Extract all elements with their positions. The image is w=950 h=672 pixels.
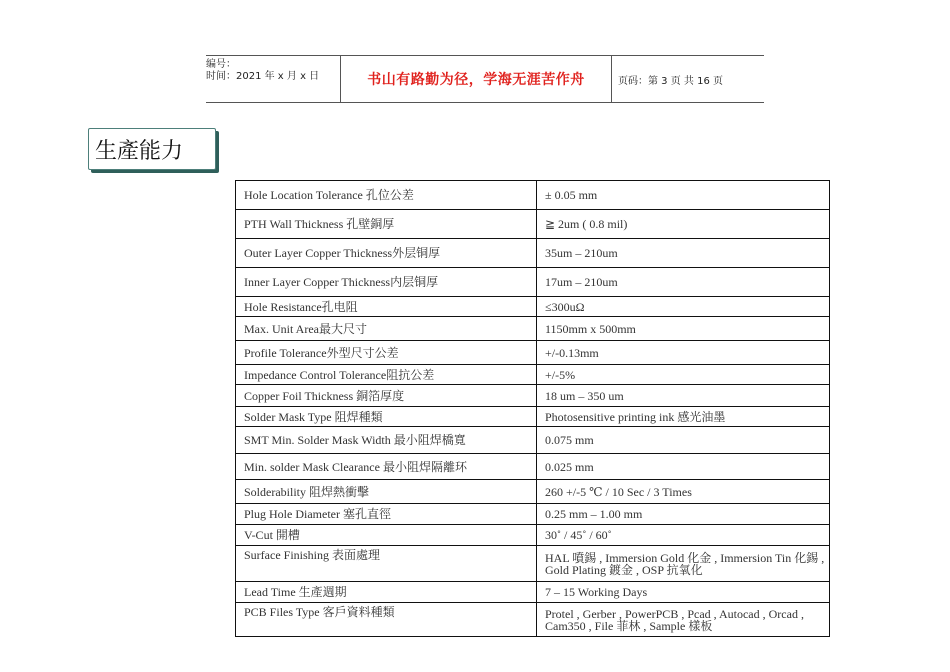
- spec-value: 1150mm x 500mm: [537, 317, 830, 341]
- spec-label: PTH Wall Thickness 孔壁銅厚: [236, 210, 537, 239]
- spec-value: Photosensitive printing ink 感光油墨: [537, 407, 830, 427]
- table-row: [236, 407, 830, 427]
- spec-label: Impedance Control Tolerance阻抗公差: [236, 365, 537, 385]
- spec-label: PCB Files Type 客戶資料種類: [236, 603, 537, 637]
- table-row: [236, 268, 830, 297]
- spec-label: Outer Layer Copper Thickness外层铜厚: [236, 239, 537, 268]
- table-row: [236, 365, 830, 385]
- section-title: 生產能力: [88, 128, 216, 170]
- spec-label: V-Cut 開槽: [236, 525, 537, 546]
- spec-value: 17um – 210um: [537, 268, 830, 297]
- spec-value: ± 0.05 mm: [537, 181, 830, 210]
- code-label: 编号：: [206, 59, 236, 70]
- table-row: [236, 297, 830, 317]
- table-row: [236, 181, 830, 210]
- spec-value: ≤300uΩ: [537, 297, 830, 317]
- table-row: [236, 525, 830, 546]
- spec-value: 18 um – 350 um: [537, 385, 830, 407]
- spec-label: Copper Foil Thickness 銅箔厚度: [236, 385, 537, 407]
- spec-label: Profile Tolerance外型尺寸公差: [236, 341, 537, 365]
- table-row: [236, 385, 830, 407]
- spec-value: 35um – 210um: [537, 239, 830, 268]
- spec-value: 0.075 mm: [537, 427, 830, 454]
- spec-value: 260 +/-5 ℃ / 10 Sec / 3 Times: [537, 480, 830, 504]
- table-row: [236, 504, 830, 525]
- spec-value: 7 – 15 Working Days: [537, 582, 830, 603]
- spec-table: [235, 180, 830, 637]
- spec-value: 0.25 mm – 1.00 mm: [537, 504, 830, 525]
- spec-label: Lead Time 生產週期: [236, 582, 537, 603]
- spec-label: Hole Location Tolerance 孔位公差: [236, 181, 537, 210]
- table-row: [236, 603, 830, 637]
- spec-label: Hole Resistance孔电阻: [236, 297, 537, 317]
- spec-value: Protel , Gerber , PowerPCB , Pcad , Autocad , Orcad , Cam350 , File 菲林 , Sample 樣板: [537, 603, 830, 637]
- page-header: [206, 55, 764, 103]
- spec-label: Solder Mask Type 阻焊種類: [236, 407, 537, 427]
- table-row: [236, 546, 830, 582]
- page-number: 页码：第 3 页 共 16 页: [618, 75, 723, 87]
- spec-value: 30˚ / 45˚ / 60˚: [537, 525, 830, 546]
- spec-label: Min. solder Mask Clearance 最小阻焊隔離环: [236, 454, 537, 480]
- spec-label: Inner Layer Copper Thickness内层铜厚: [236, 268, 537, 297]
- table-row: [236, 582, 830, 603]
- table-row: [236, 454, 830, 480]
- header-motto: 书山有路勤为径，学海无涯苦作舟: [340, 56, 612, 102]
- spec-label: Surface Finishing 表面處理: [236, 546, 537, 582]
- spec-value: +/-5%: [537, 365, 830, 385]
- time-label: 时间：2021 年 x 月 x 日: [206, 71, 320, 82]
- spec-value: ≧ 2um ( 0.8 mil): [537, 210, 830, 239]
- spec-label: SMT Min. Solder Mask Width 最小阻焊橋寬: [236, 427, 537, 454]
- header-meta: [206, 56, 340, 102]
- spec-label: Max. Unit Area最大尺寸: [236, 317, 537, 341]
- table-row: [236, 317, 830, 341]
- table-row: [236, 239, 830, 268]
- table-row: [236, 480, 830, 504]
- table-row: [236, 427, 830, 454]
- spec-label: Solderability 阻焊熱衝擊: [236, 480, 537, 504]
- table-row: [236, 341, 830, 365]
- spec-value: +/-0.13mm: [537, 341, 830, 365]
- spec-label: Plug Hole Diameter 塞孔直徑: [236, 504, 537, 525]
- spec-value: HAL 噴錫 , Immersion Gold 化金 , Immersion Tin 化錫 , Gold Plating 鍍金 , OSP 抗氧化: [537, 546, 830, 582]
- table-row: [236, 210, 830, 239]
- spec-value: 0.025 mm: [537, 454, 830, 480]
